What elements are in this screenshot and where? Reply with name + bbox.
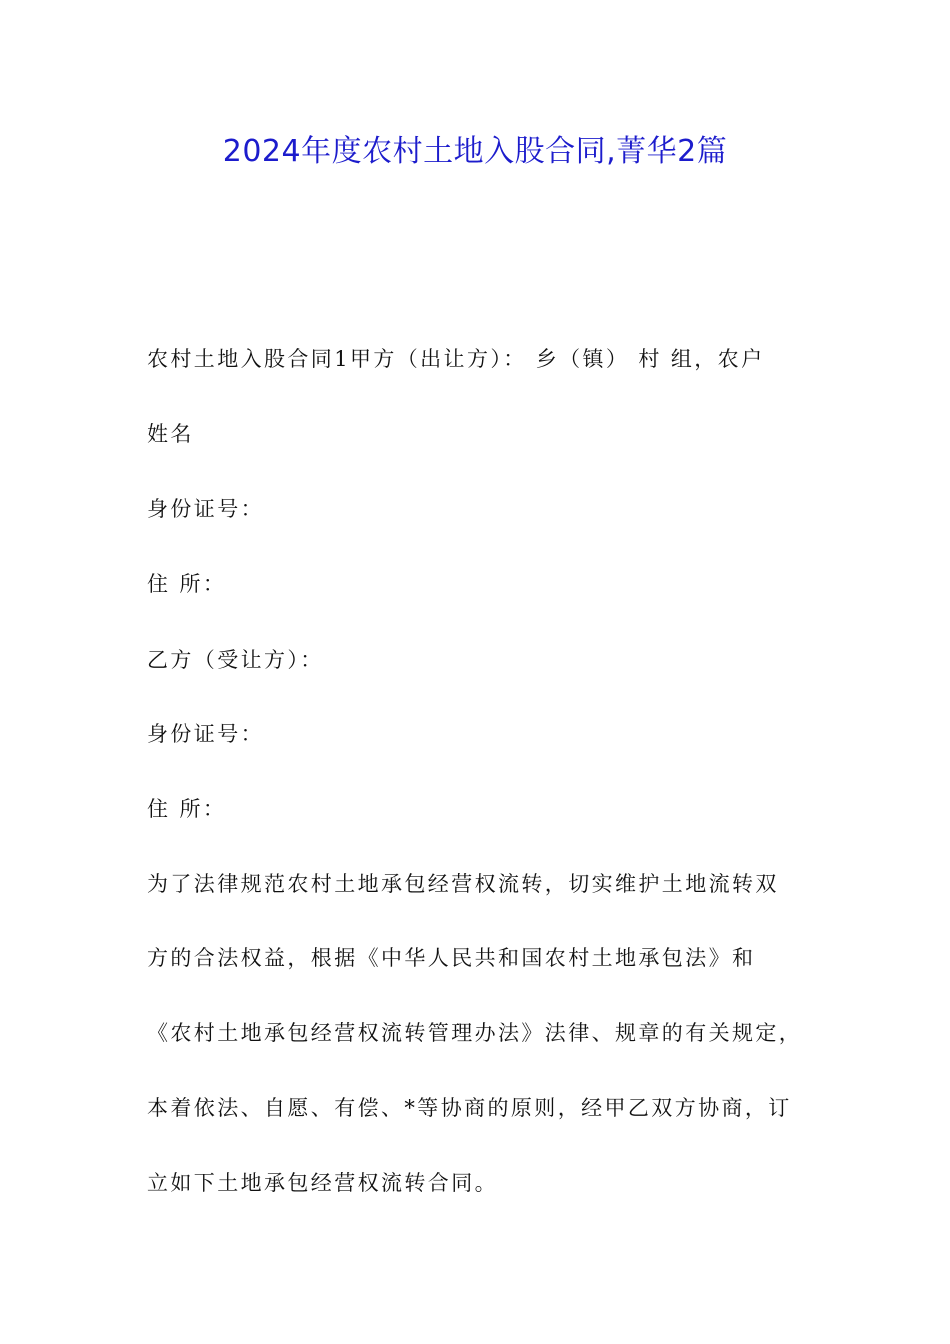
party-b-address-line: 住 所： [147,797,227,821]
preamble-line-1: 为了法律规范农村土地承包经营权流转，切实维护土地流转双 [147,872,779,896]
document-title: 2024年度农村土地入股合同,菁华2篇 [222,134,728,169]
preamble-line-5: 立如下土地承包经营权流转合同。 [147,1171,498,1195]
party-a-address-line: 住 所： [147,572,227,596]
party-a-line: 农村土地入股合同1甲方（出让方）： 乡（镇） 村 组，农户 [147,347,765,371]
preamble-line-2: 方的合法权益，根据《中华人民共和国农村土地承包法》和 [147,946,756,970]
party-b-id-line: 身份证号： [147,722,264,746]
preamble-line-3: 《农村土地承包经营权流转管理办法》法律、规章的有关规定， [147,1021,803,1045]
party-a-id-line: 身份证号： [147,497,264,521]
party-b-line: 乙方（受让方）： [147,648,324,672]
party-a-name-line: 姓名 [147,422,194,446]
preamble-line-4: 本着依法、自愿、有偿、*等协商的原则，经甲乙双方协商，订 [147,1096,792,1120]
